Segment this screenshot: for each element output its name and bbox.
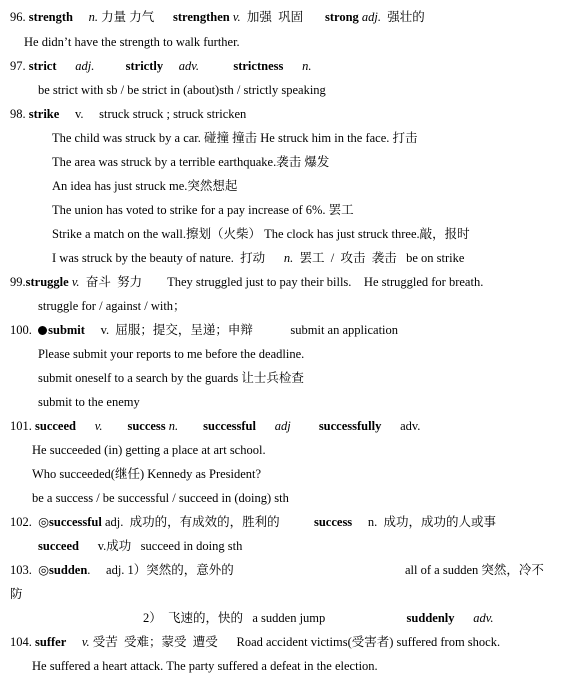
example-sentence: succeed v.成功 succeed in doing sth [38,539,243,553]
part-of-speech: adj [274,419,291,433]
part-of-speech: v. [94,419,103,433]
example-sentence: An idea has just struck me.突然想起 [52,179,238,193]
entry-103-wrap: 防 [10,587,23,601]
entry-98-headline: 98. strike v. struck struck ; struck stricken [10,107,247,121]
entry-103-phrase: all of a sudden 突然，冷不 [405,563,544,577]
example-sentence: He suffered a heart attack. The party suffered a defeat in the election. [32,659,378,673]
headword: strength [28,10,73,24]
part-of-speech: adj. [75,59,95,73]
example-sentence: struggle for / against / with； [38,299,186,313]
entry-99-headline: 99.struggle v. 奋斗 努力 They struggled just to pay their bills. He struggled for breath. [10,275,484,289]
entry-96-headline: 96. strength n. 力量 力气 strengthen v. 加强 巩固 strong adj. 强壮的 [10,10,425,24]
part-of-speech: n. [283,251,294,265]
part-of-speech: n. [165,419,179,433]
headword: success [127,419,166,433]
headword: strictness [233,59,284,73]
example-sentence: submit to the enemy [38,395,140,409]
headword: strengthen [172,10,230,24]
part-of-speech: adv. [473,611,494,625]
example-sentence: The area was struck by a terrible earthquake.袭击 爆发 [52,155,330,169]
part-of-speech: adj. [358,10,382,24]
headword: succeed [35,419,76,433]
headword: successfully [318,419,382,433]
example-sentence: submit oneself to a search by the guards 让士兵检查 [38,371,304,385]
entry-97-headline: 97. strict adj. strictly adv. strictness n. [10,59,312,73]
headword: strict [28,59,57,73]
example-sentence: The union has voted to strike for a pay increase of 6%. 罢工 [52,203,354,217]
headword: succeed [38,539,79,553]
headword: struggle [25,275,69,289]
part-of-speech: adv. [178,59,199,73]
headword: suffer [35,635,67,649]
headword: sudden [49,563,88,577]
entry-100-headline: 100. submit v. 屈服；提交，呈递；申辩 submit an application [10,323,399,337]
example-sentence: Who succeeded(继任) Kennedy as President? [32,467,262,481]
example-sentence: 2） 飞速的，快的 a sudden jump suddenly adv. [143,611,494,625]
headword: success [313,515,353,529]
part-of-speech: v. [81,635,90,649]
part-of-speech: n. [88,10,98,24]
example-sentence: be strict with sb / be strict in (about)sth / strictly speaking [38,83,326,97]
example-sentence: He didn’t have the strength to walk further. [24,35,240,49]
entry-101-headline: 101. succeed v. success n. successful adj successfully adv. [10,419,421,433]
example-sentence: The child was struck by a car. 碰撞 撞击 He struck him in the face. 打击 [52,131,418,145]
headword: submit [48,323,85,337]
part-of-speech: v. [229,10,241,24]
example-sentence: Strike a match on the wall.擦划（火柴） The clock has just struck three.敲，报时 [52,227,470,241]
entry-102-headline: 102. ◎successful adj. 成功的，有成效的，胜利的 success n. 成功，成功的人或事 [10,515,496,529]
example-sentence: be a success / be successful / succeed in (doing) sth [32,491,289,505]
example-sentence: I was struck by the beauty of nature. 打动 n. 罢工 / 攻击 袭击 be on strike [52,251,465,265]
entry-103-headline: 103. ◎sudden. adj. 1）突然的，意外的 [10,563,234,577]
headword: suddenly [406,611,455,625]
headword: successful [203,419,256,433]
example-sentence: Please submit your reports to me before the deadline. [38,347,305,361]
example-sentence: He succeeded (in) getting a place at art school. [32,443,266,457]
headword: successful [49,515,102,529]
headword: strike [28,107,60,121]
bullet-icon [38,326,47,335]
headword: strictly [125,59,164,73]
headword: strong [324,10,359,24]
entry-104-headline: 104. suffer v. 受苦 受难；蒙受 遭受 Road accident victims(受害者) suffered from shock. [10,635,501,649]
part-of-speech: n. [302,59,312,73]
part-of-speech: v. [68,275,80,289]
